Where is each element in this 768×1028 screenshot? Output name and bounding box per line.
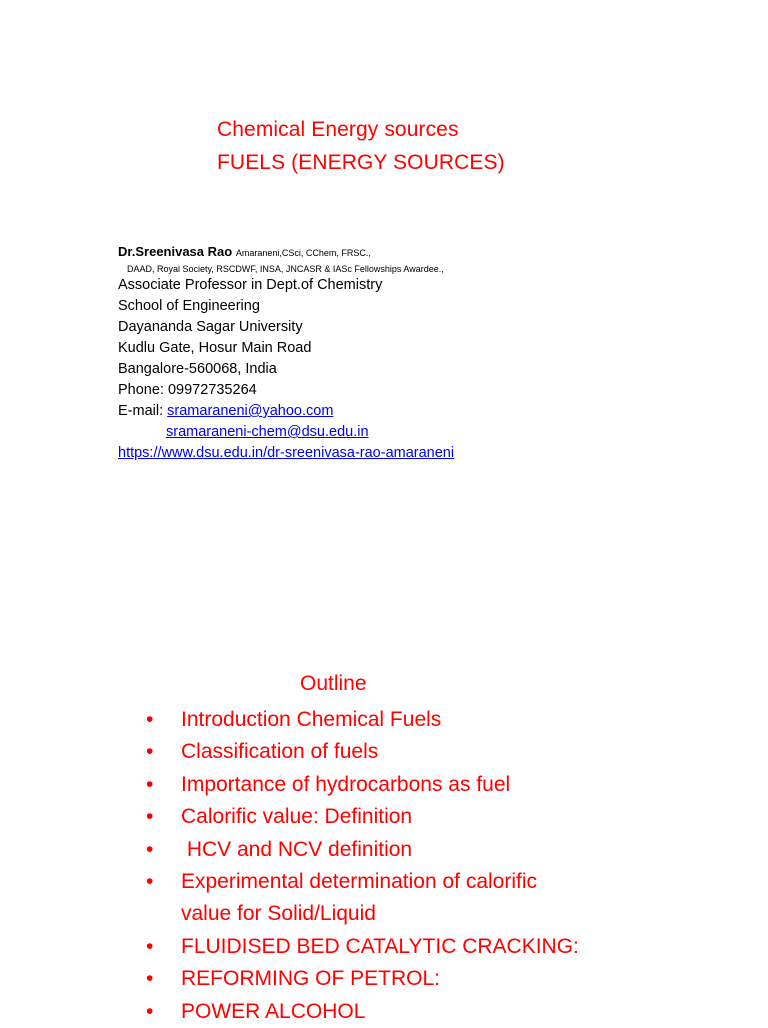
list-item-text-continuation: value for Solid/Liquid bbox=[181, 902, 376, 926]
author-awards: DAAD, Royal Society, RSCDWF, INSA, JNCASR & IASc Fellowships Awardee., bbox=[127, 264, 444, 274]
list-item-text: HCV and NCV definition bbox=[181, 837, 413, 861]
list-item bbox=[146, 834, 579, 866]
list-item bbox=[146, 866, 579, 931]
author-university: Dayananda Sagar University bbox=[118, 319, 303, 335]
list-item-text: Classification of fuels bbox=[181, 740, 379, 764]
slide-title-line-1: Chemical Energy sources bbox=[217, 118, 459, 141]
author-name: Dr.Sreenivasa Rao bbox=[118, 244, 233, 259]
list-item bbox=[146, 736, 579, 768]
email-link-dsu[interactable]: sramaraneni-chem@dsu.edu.in bbox=[166, 424, 369, 440]
bullet-icon: • bbox=[146, 870, 154, 894]
list-item bbox=[146, 769, 579, 801]
list-item bbox=[146, 996, 579, 1028]
bullet-icon: • bbox=[146, 740, 154, 764]
list-item-text: Importance of hydrocarbons as fuel bbox=[181, 772, 511, 796]
author-name-line bbox=[118, 244, 371, 259]
outline-slide bbox=[0, 580, 768, 1024]
author-qualifications: Amaraneni,CSci, CChem, FRSC., bbox=[235, 248, 371, 258]
list-item bbox=[146, 931, 579, 963]
bullet-icon: • bbox=[146, 999, 154, 1023]
author-school: School of Engineering bbox=[118, 298, 260, 314]
list-item-text: Experimental determination of calorific bbox=[181, 870, 537, 894]
author-email-line bbox=[118, 403, 333, 419]
author-email-line-2 bbox=[166, 424, 369, 440]
bullet-icon: • bbox=[146, 805, 154, 829]
website-link[interactable]: https://www.dsu.edu.in/dr-sreenivasa-rao-amaraneni bbox=[118, 445, 455, 461]
bullet-icon: • bbox=[146, 967, 154, 991]
bullet-icon: • bbox=[146, 837, 154, 861]
email-link-yahoo[interactable]: sramaraneni@yahoo.com bbox=[167, 403, 334, 419]
list-item-text: Calorific value: Definition bbox=[181, 805, 413, 829]
list-item-text: FLUIDISED BED CATALYTIC CRACKING: bbox=[181, 934, 579, 958]
author-address: Kudlu Gate, Hosur Main Road bbox=[118, 340, 312, 356]
list-item-text: Introduction Chemical Fuels bbox=[181, 708, 442, 731]
email-label: E-mail: bbox=[118, 403, 168, 419]
list-item bbox=[146, 704, 579, 736]
author-website-line bbox=[118, 445, 454, 461]
author-phone: Phone: 09972735264 bbox=[118, 382, 257, 398]
list-item bbox=[146, 963, 579, 995]
bullet-icon: • bbox=[146, 772, 154, 796]
bullet-icon: • bbox=[146, 708, 154, 731]
bullet-icon: • bbox=[146, 934, 154, 958]
outline-heading: Outline bbox=[300, 672, 367, 695]
slide-title-line-2: FUELS (ENERGY SOURCES) bbox=[217, 151, 505, 174]
author-position: Associate Professor in Dept.of Chemistry bbox=[118, 277, 383, 293]
list-item-text: REFORMING OF PETROL: bbox=[181, 967, 441, 991]
list-item bbox=[146, 801, 579, 833]
outline-list bbox=[146, 704, 579, 1028]
author-city: Bangalore-560068, India bbox=[118, 361, 277, 377]
list-item-text: POWER ALCOHOL bbox=[181, 999, 366, 1023]
